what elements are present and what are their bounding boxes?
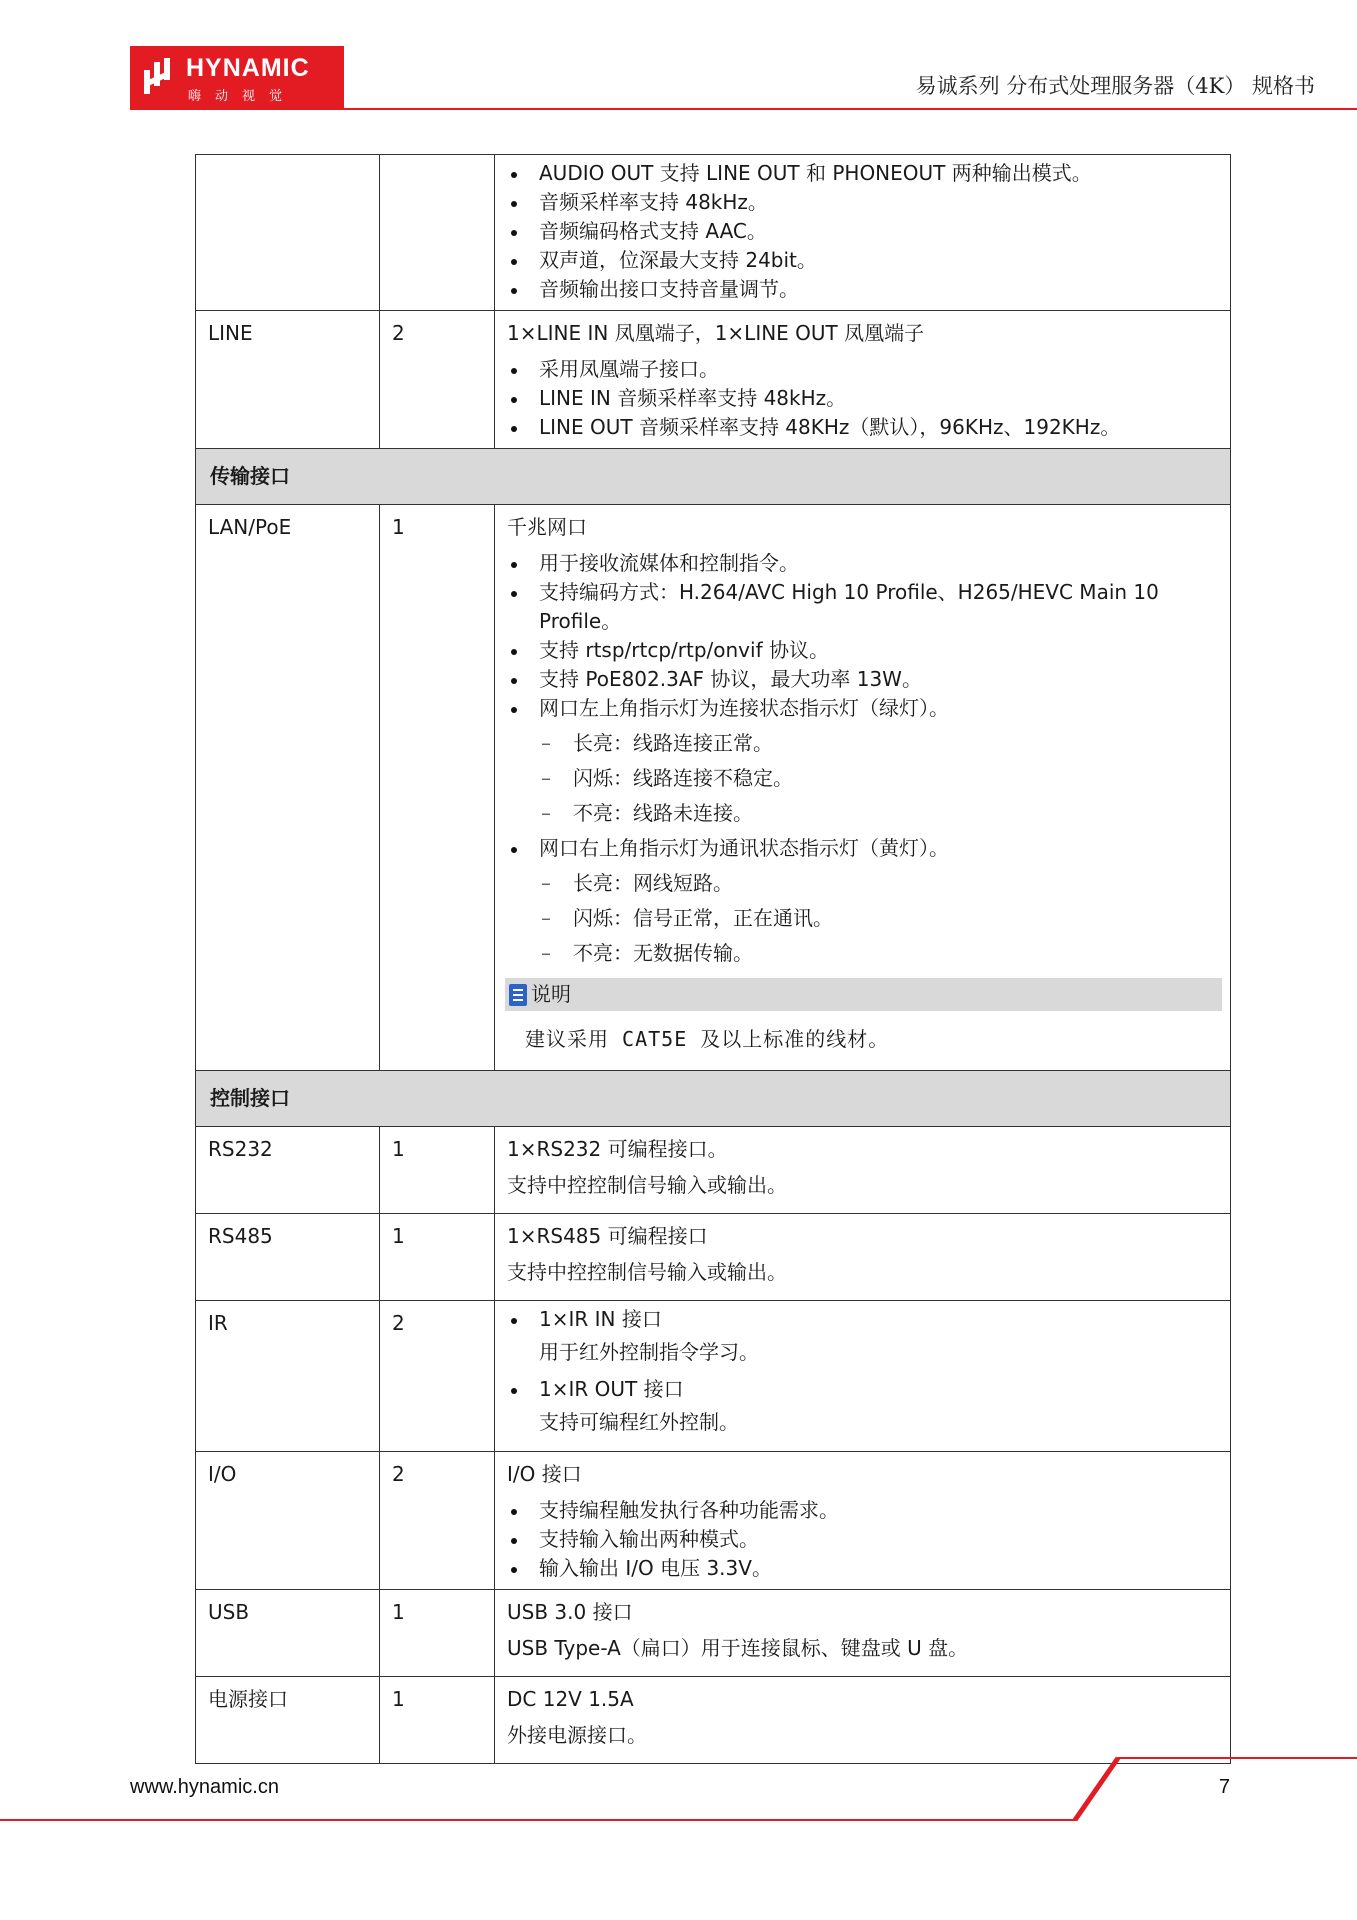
- table-row: [196, 1452, 1231, 1590]
- table-row: [196, 1214, 1231, 1301]
- name-cell: USB: [196, 1590, 380, 1677]
- hynamic-logo-icon: [142, 56, 176, 100]
- desc-cell: [495, 1452, 1231, 1590]
- document-title: 易诚系列 分布式处理服务器（4K） 规格书: [915, 74, 1315, 98]
- desc-line: 1×RS485 可编程接口: [507, 1224, 708, 1248]
- sub-list-item: – 闪烁：信号正常，正在通讯。: [507, 904, 1218, 933]
- logo-name: HYNAMIC: [186, 54, 310, 82]
- list-item: 支持编程触发执行各种功能需求。: [507, 1496, 1218, 1525]
- qty-cell: [380, 155, 495, 311]
- page-number: 7: [1218, 1776, 1230, 1798]
- list-item: 网口左上角指示灯为连接状态指示灯（绿灯）。: [507, 694, 1218, 723]
- name-cell: RS485: [196, 1214, 380, 1301]
- list-item: LINE IN 音频采样率支持 48kHz。: [507, 384, 1218, 413]
- qty-cell: 1: [380, 1677, 495, 1764]
- section-header-row: [196, 1071, 1231, 1127]
- name-cell: LAN/PoE: [196, 505, 380, 1071]
- desc-cell: [495, 155, 1231, 311]
- section-title: 控制接口: [196, 1071, 1231, 1127]
- list-item: LINE OUT 音频采样率支持 48KHz（默认），96KHz、192KHz。: [507, 413, 1218, 442]
- list-item: 双声道，位深最大支持 24bit。: [507, 246, 1218, 275]
- brand-logo: [130, 46, 344, 110]
- list-item: 音频编码格式支持 AAC。: [507, 217, 1218, 246]
- note-text: 建议采用 CAT5E 及以上标准的线材。: [525, 1027, 890, 1051]
- table-row: [196, 1301, 1231, 1452]
- list-item: AUDIO OUT 支持 LINE OUT 和 PHONEOUT 两种输出模式。: [507, 159, 1218, 188]
- table-row: [196, 311, 1231, 449]
- name-cell: IR: [196, 1301, 380, 1452]
- list-item: 支持 PoE802.3AF 协议，最大功率 13W。: [507, 665, 1218, 694]
- note-header: [505, 978, 1222, 1011]
- table-row: [196, 1590, 1231, 1677]
- desc-line: USB 3.0 接口: [507, 1600, 633, 1624]
- table-row: [196, 155, 1231, 311]
- qty-cell: 1: [380, 1127, 495, 1214]
- sub-list-item: – 不亮：线路未连接。: [507, 799, 1218, 828]
- section-header-row: [196, 449, 1231, 505]
- sub-list-item: – 不亮：无数据传输。: [507, 939, 1218, 968]
- desc-line: 支持中控控制信号输入或输出。: [507, 1260, 787, 1284]
- desc-line: 1×RS232 可编程接口。: [507, 1137, 728, 1161]
- qty-cell: 2: [380, 1452, 495, 1590]
- name-cell: [196, 155, 380, 311]
- sub-list-item: – 长亮：线路连接正常。: [507, 729, 1218, 758]
- desc-cell: [495, 1214, 1231, 1301]
- desc-cell: [495, 505, 1231, 1071]
- spec-table: [195, 154, 1231, 1764]
- logo-cn: 嗨动视觉: [188, 89, 297, 104]
- io-title: I/O 接口: [507, 1462, 582, 1486]
- list-item: 支持输入输出两种模式。: [507, 1525, 1218, 1554]
- desc-cell: [495, 1127, 1231, 1214]
- name-cell: LINE: [196, 311, 380, 449]
- desc-line: 用于红外控制指令学习。: [539, 1340, 759, 1364]
- desc-cell: [495, 1301, 1231, 1452]
- desc-cell: [495, 1590, 1231, 1677]
- note-label: 说明: [531, 982, 571, 1006]
- section-title: 传输接口: [196, 449, 1231, 505]
- list-item: 音频采样率支持 48kHz。: [507, 188, 1218, 217]
- qty-cell: 2: [380, 311, 495, 449]
- list-item: 网口右上角指示灯为通讯状态指示灯（黄灯）。: [507, 834, 1218, 863]
- lan-title: 千兆网口: [507, 515, 587, 539]
- list-item: 输入输出 I/O 电压 3.3V。: [507, 1554, 1218, 1583]
- table-row: [196, 505, 1231, 1071]
- note-icon: [509, 984, 527, 1006]
- desc-line: 支持中控控制信号输入或输出。: [507, 1173, 787, 1197]
- list-item: 用于接收流媒体和控制指令。: [507, 549, 1218, 578]
- qty-cell: 1: [380, 1214, 495, 1301]
- qty-cell: 1: [380, 505, 495, 1071]
- table-row: [196, 1127, 1231, 1214]
- name-cell: RS232: [196, 1127, 380, 1214]
- name-cell: 电源接口: [196, 1677, 380, 1764]
- line-title: 1×LINE IN 凤凰端子，1×LINE OUT 凤凰端子: [507, 321, 925, 345]
- list-item: 1×IR IN 接口: [507, 1305, 1218, 1334]
- list-item: 支持 rtsp/rtcp/rtp/onvif 协议。: [507, 636, 1218, 665]
- sub-list-item: – 长亮：网线短路。: [507, 869, 1218, 898]
- list-item: 采用凤凰端子接口。: [507, 355, 1218, 384]
- desc-cell: [495, 311, 1231, 449]
- list-item: 音频输出接口支持音量调节。: [507, 275, 1218, 304]
- list-item: 支持编码方式：H.264/AVC High 10 Profile、H265/HEVC Main 10 Profile。: [507, 578, 1218, 636]
- qty-cell: 2: [380, 1301, 495, 1452]
- desc-line: 支持可编程红外控制。: [539, 1410, 739, 1434]
- desc-line: USB Type-A（扁口）用于连接鼠标、键盘或 U 盘。: [507, 1636, 969, 1660]
- qty-cell: 1: [380, 1590, 495, 1677]
- header-divider: [130, 108, 1357, 110]
- desc-line: DC 12V 1.5A: [507, 1687, 634, 1711]
- footer-url: www.hynamic.cn: [130, 1776, 279, 1798]
- desc-line: 外接电源接口。: [507, 1723, 647, 1747]
- list-item: 1×IR OUT 接口: [507, 1375, 1218, 1404]
- name-cell: I/O: [196, 1452, 380, 1590]
- sub-list-item: – 闪烁：线路连接不稳定。: [507, 764, 1218, 793]
